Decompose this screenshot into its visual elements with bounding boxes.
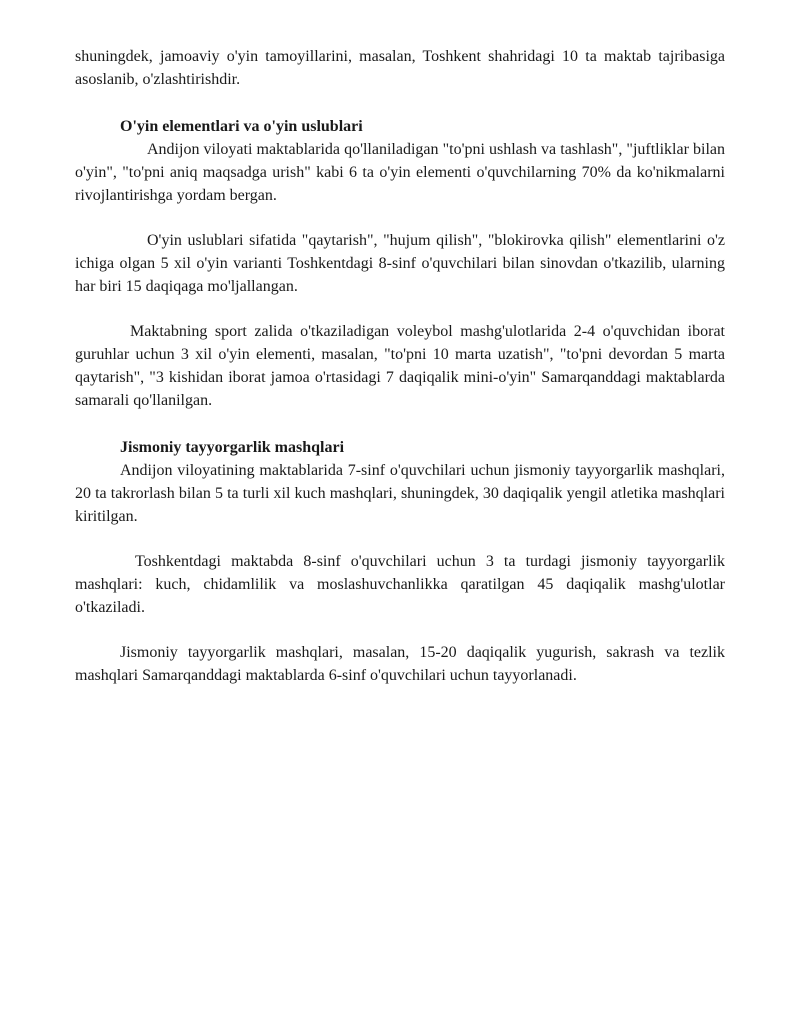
paragraph-game-elements-2: O'yin uslublari sifatida "qaytarish", "hujum qilish", "blokirovka qilish" elementlarini o'z ichiga olgan 5 xil o'yin varianti Toshkentdagi 8-sinf o'quvchilari bilan sinovdan o'tkazilib, ularning har biri 15 daqiqaga mo'ljallangan. — [75, 232, 725, 295]
paragraph-physical-training-1: Andijon viloyatining maktablarida 7-sinf o'quvchilari uchun jismoniy tayyorgarlik mashqlari, 20 ta takrorlash bilan 5 ta turli xil kuch mashqlari, shuningdek, 30 daqiqalik yengil atletika mashqlari kiritilgan. — [75, 462, 725, 525]
section-heading-game-elements: O'yin elementlari va o'yin uslublari — [120, 118, 363, 135]
paragraph-game-elements-3: Maktabning sport zalida o'tkaziladigan voleybol mashg'ulotlarida 2-4 o'quvchidan iborat guruhlar uchun 3 xil o'yin elementi, masalan, "to'pni 10 marta uzatish", "to'pni devordan 5 marta qaytarish", "3 kishidan iborat jamoa o'rtasidagi 7 daqiqalik mini-o'yin" Samarqanddagi maktablarda samarali qo'llanilgan. — [75, 323, 725, 409]
document-body — [75, 45, 725, 687]
paragraph-physical-training-3: Jismoniy tayyorgarlik mashqlari, masalan, 15-20 daqiqalik yugurish, sakrash va tezlik mashqlari Samarqanddagi maktablarda 6-sinf o'quvchilari uchun tayyorlanadi. — [75, 644, 725, 684]
paragraph-game-elements-1: Andijon viloyati maktablarida qo'llaniladigan "to'pni ushlash va tashlash", "juftliklar bilan o'yin", "to'pni aniq maqsadga urish" kabi 6 ta o'yin elementi o'quvchilarning 70% da ko'nikmalarni rivojlantirishga yordam bergan. — [75, 141, 725, 204]
section-heading-physical-training: Jismoniy tayyorgarlik mashqlari — [120, 439, 345, 456]
paragraph-physical-training-2: Toshkentdagi maktabda 8-sinf o'quvchilari uchun 3 ta turdagi jismoniy tayyorgarlik mashqlari: kuch, chidamlilik va moslashuvchanlikka qaratilgan 45 daqiqalik mashg'ulotlar o'tkaziladi. — [75, 553, 725, 616]
paragraph-continuation: shuningdek, jamoaviy o'yin tamoyillarini, masalan, Toshkent shahridagi 10 ta maktab tajribasiga asoslanib, o'zlashtirishdir. — [75, 48, 725, 88]
